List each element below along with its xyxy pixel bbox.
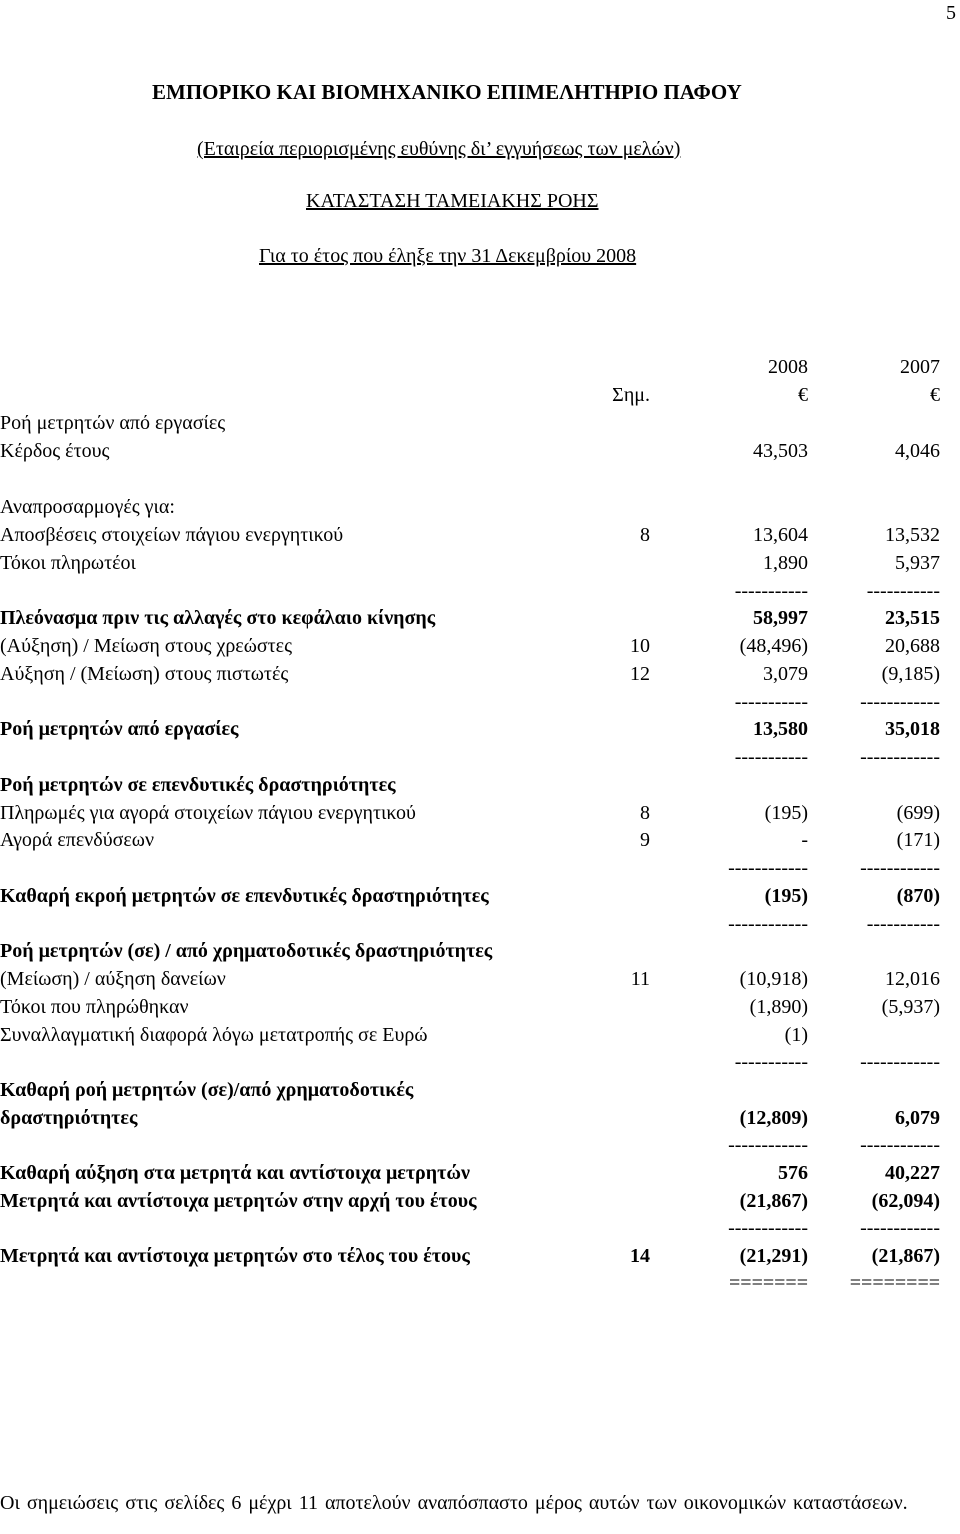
table-row xyxy=(0,1104,960,1132)
row-value-2007: 35,018 xyxy=(885,718,940,740)
row-label: Τόκοι πληρωτέοι xyxy=(0,552,136,574)
currency-2007-header: € xyxy=(930,384,940,406)
row-note: 8 xyxy=(640,802,650,824)
year-2008-header: 2008 xyxy=(768,356,808,378)
row-label: Αποσβέσεις στοιχείων πάγιου ενεργητικού xyxy=(0,524,344,546)
row-label: Καθαρή αύξηση στα μετρητά και αντίστοιχα μετρητών xyxy=(0,1162,470,1184)
row-value-2007: (699) xyxy=(896,802,940,824)
table-row xyxy=(0,437,960,465)
table-row xyxy=(0,1269,960,1297)
row-label: Ροή μετρητών σε επενδυτικές δραστηριότητες xyxy=(0,774,396,796)
row-value-2008: 576 xyxy=(778,1162,808,1184)
table-row xyxy=(0,1048,960,1076)
row-label: Ροή μετρητών από εργασίες xyxy=(0,412,226,434)
table-row xyxy=(0,632,960,660)
row-value-2008: ----------- xyxy=(734,691,808,713)
row-value-2007: (5,937) xyxy=(881,996,940,1018)
row-value-2007: (870) xyxy=(896,885,940,907)
row-label: Καθαρή ροή μετρητών (σε)/από χρηματοδοτικές xyxy=(0,1079,414,1101)
table-row xyxy=(0,743,960,771)
row-value-2007: (21,867) xyxy=(871,1245,940,1267)
company-name: ΕΜΠΟΡΙΚΟ ΚΑΙ ΒΙΟΜΗΧΑΝΙΚΟ ΕΠΙΜΕΛΗΤΗΡΙΟ ΠΑΦΟΥ xyxy=(152,80,742,104)
row-label: Μετρητά και αντίστοιχα μετρητών στο τέλος του έτους xyxy=(0,1245,470,1267)
statement-period: Για το έτος που έληξε την 31 Δεκεμβρίου 2008 xyxy=(259,245,637,267)
row-value-2007: 5,937 xyxy=(895,552,940,574)
row-note: 14 xyxy=(630,1245,650,1267)
table-row xyxy=(0,1131,960,1159)
note-column-header: Σημ. xyxy=(612,384,650,406)
table-row xyxy=(0,688,960,716)
column-currency-row xyxy=(0,381,960,409)
row-value-2008: ------------ xyxy=(728,1134,808,1156)
table-row xyxy=(0,549,960,577)
row-value-2008: (12,809) xyxy=(739,1107,808,1129)
table-row xyxy=(0,1021,960,1049)
row-value-2008: ======= xyxy=(729,1272,808,1294)
table-row xyxy=(0,660,960,688)
row-note: 8 xyxy=(640,524,650,546)
row-value-2008: 43,503 xyxy=(753,440,808,462)
row-value-2008: (1,890) xyxy=(749,996,808,1018)
row-label: Μετρητά και αντίστοιχα μετρητών στην αρχή του έτους xyxy=(0,1190,477,1212)
table-row xyxy=(0,604,960,632)
table-row xyxy=(0,826,960,854)
row-value-2008: ------------ xyxy=(728,857,808,879)
row-note: 9 xyxy=(640,829,650,851)
table-row xyxy=(0,937,960,965)
table-row xyxy=(0,409,960,437)
row-value-2008: 1,890 xyxy=(763,552,808,574)
row-value-2007: (62,094) xyxy=(871,1190,940,1212)
row-value-2008: (21,291) xyxy=(739,1245,808,1267)
footer-note: Οι σημειώσεις στις σελίδες 6 μέχρι 11 αποτελούν αναπόσπαστο μέρος αυτών των οικονομικών καταστάσεων. xyxy=(0,1492,908,1514)
table-row xyxy=(0,1187,960,1215)
year-2007-header: 2007 xyxy=(900,356,940,378)
row-value-2007: (9,185) xyxy=(881,663,940,685)
row-label: Αγορά επενδύσεων xyxy=(0,829,155,851)
row-value-2008: (21,867) xyxy=(739,1190,808,1212)
table-row xyxy=(0,715,960,743)
row-label: Αναπροσαρμογές για: xyxy=(0,496,175,518)
currency-2008-header: € xyxy=(798,384,808,406)
row-note: 10 xyxy=(630,635,650,657)
row-value-2007: 6,079 xyxy=(895,1107,940,1129)
row-value-2008: (48,496) xyxy=(739,635,808,657)
table-row xyxy=(0,799,960,827)
row-value-2008: ------------ xyxy=(728,913,808,935)
row-value-2007: ------------ xyxy=(860,857,940,879)
row-value-2007: ------------ xyxy=(860,1217,940,1239)
column-years-row xyxy=(0,353,960,381)
row-value-2008: (195) xyxy=(764,802,808,824)
row-value-2007: 4,046 xyxy=(895,440,940,462)
row-label: Ροή μετρητών από εργασίες xyxy=(0,718,239,740)
row-value-2007: 13,532 xyxy=(885,524,940,546)
table-row xyxy=(0,1214,960,1242)
row-value-2007: 20,688 xyxy=(885,635,940,657)
row-value-2008: 13,580 xyxy=(753,718,808,740)
row-value-2008: - xyxy=(801,829,808,851)
row-label: (Μείωση) / αύξηση δανείων xyxy=(0,968,226,990)
row-note: 12 xyxy=(630,663,650,685)
table-row xyxy=(0,1076,960,1104)
row-label: Καθαρή εκροή μετρητών σε επενδυτικές δραστηριότητες xyxy=(0,885,489,907)
row-value-2007: 40,227 xyxy=(885,1162,940,1184)
table-row xyxy=(0,493,960,521)
row-value-2008: (1) xyxy=(784,1024,808,1046)
row-value-2007: 12,016 xyxy=(885,968,940,990)
table-row xyxy=(0,1242,960,1270)
row-label: Κέρδος έτους xyxy=(0,440,110,462)
row-value-2007: 23,515 xyxy=(885,607,940,629)
row-value-2007: ------------ xyxy=(860,691,940,713)
row-value-2008: 13,604 xyxy=(753,524,808,546)
row-value-2008: ----------- xyxy=(734,746,808,768)
table-row xyxy=(0,771,960,799)
table-row xyxy=(0,577,960,605)
row-value-2007: ----------- xyxy=(866,913,940,935)
table-row xyxy=(0,521,960,549)
row-label: δραστηριότητες xyxy=(0,1107,138,1129)
row-label: Πληρωμές για αγορά στοιχείων πάγιου ενεργητικού xyxy=(0,802,416,824)
table-row xyxy=(0,882,960,910)
row-label: Τόκοι που πληρώθηκαν xyxy=(0,996,189,1018)
row-label: Πλεόνασμα πριν τις αλλαγές στο κεφάλαιο κίνησης xyxy=(0,607,436,629)
row-value-2008: (10,918) xyxy=(739,968,808,990)
table-row xyxy=(0,1159,960,1187)
row-note: 11 xyxy=(630,968,650,990)
table-row xyxy=(0,993,960,1021)
table-row xyxy=(0,965,960,993)
page-number: 5 xyxy=(946,2,956,24)
row-value-2008: 58,997 xyxy=(753,607,808,629)
table-row xyxy=(0,854,960,882)
company-subtitle: (Εταιρεία περιορισμένης ευθύνης δι’ εγγυήσεως των μελών) xyxy=(197,138,681,160)
row-value-2007: ------------ xyxy=(860,1051,940,1073)
table-row xyxy=(0,910,960,938)
row-value-2008: (195) xyxy=(764,885,808,907)
row-value-2008: ----------- xyxy=(734,580,808,602)
row-label: Αύξηση / (Μείωση) στους πιστωτές xyxy=(0,663,289,685)
row-value-2007: ------------ xyxy=(860,746,940,768)
row-label: Συναλλαγματική διαφορά λόγω μετατροπής σε Ευρώ xyxy=(0,1024,428,1046)
row-label: (Αύξηση) / Μείωση στους χρεώστες xyxy=(0,635,293,657)
row-value-2007: ------------ xyxy=(860,1134,940,1156)
row-value-2008: 3,079 xyxy=(763,663,808,685)
row-value-2007: (171) xyxy=(896,829,940,851)
row-label: Ροή μετρητών (σε) / από χρηματοδοτικές δραστηριότητες xyxy=(0,940,493,962)
row-value-2008: ----------- xyxy=(734,1051,808,1073)
row-value-2008: ------------ xyxy=(728,1217,808,1239)
row-value-2007: ----------- xyxy=(866,580,940,602)
row-value-2007: ======== xyxy=(849,1272,940,1294)
statement-title: ΚΑΤΑΣΤΑΣΗ ΤΑΜΕΙΑΚΗΣ ΡΟΗΣ xyxy=(306,190,599,212)
